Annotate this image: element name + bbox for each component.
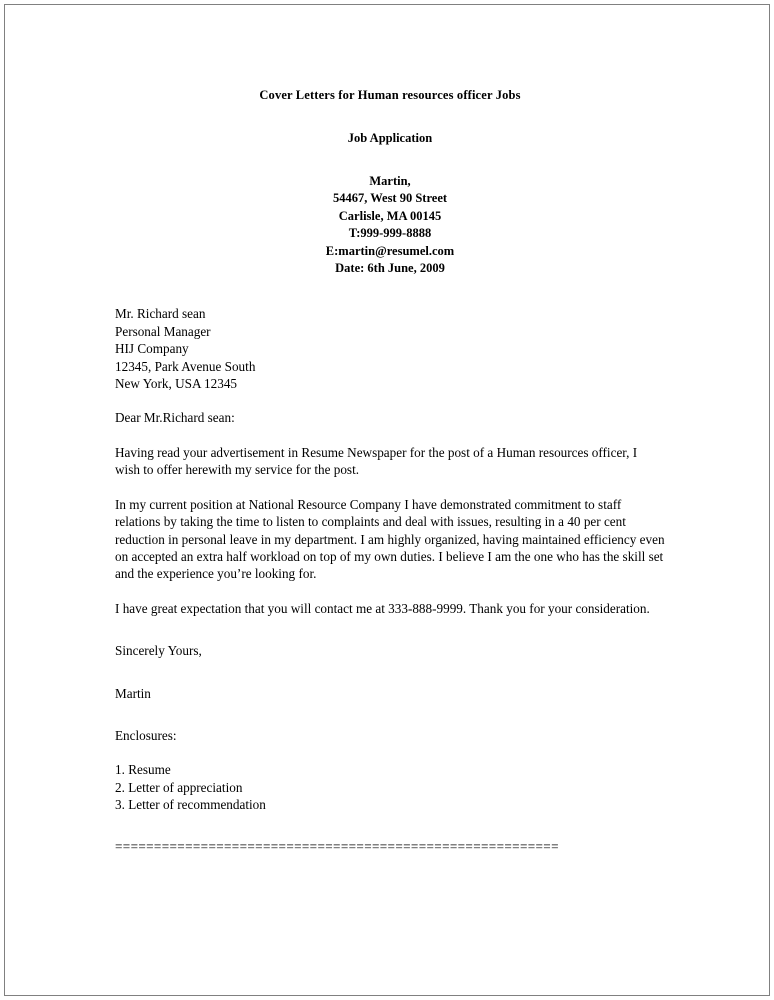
list-item: 3. Letter of recommendation — [115, 796, 266, 812]
sender-city-state-zip: Carlisle, MA 00145 — [338, 208, 442, 223]
recipient-address-block — [115, 305, 665, 392]
body-paragraph-3: I have great expectation that you will contact me at 333-888-9999. Thank you for your consideration. — [115, 600, 650, 616]
section-divider: ========================================================= — [115, 839, 559, 854]
sender-name: Martin, — [369, 174, 411, 188]
body-paragraph-1: Having read your advertisement in Resume Newspaper for the post of a Human resources officer, I wish to offer herewith my service for the post. — [115, 444, 638, 478]
enclosures-list — [115, 761, 665, 813]
salutation: Dear Mr.Richard sean: — [115, 410, 235, 426]
sender-phone: T:999-999-8888 — [348, 226, 432, 241]
list-item: 1. Resume — [115, 762, 171, 778]
recipient-company: HIJ Company — [115, 341, 189, 357]
letter-header — [115, 88, 665, 277]
letter-date: Date: 6th June, 2009 — [335, 261, 445, 276]
sender-address-block — [115, 173, 665, 277]
sender-email: E:martin@resumel.com — [325, 243, 455, 258]
document-subtitle: Job Application — [347, 131, 433, 145]
recipient-city-state-zip: New York, USA 12345 — [115, 376, 238, 392]
letter-body — [115, 305, 665, 854]
recipient-street: 12345, Park Avenue South — [115, 358, 256, 374]
sender-street: 54467, West 90 Street — [332, 191, 448, 206]
enclosures-label: Enclosures: — [115, 727, 177, 743]
signature-name: Martin — [115, 685, 151, 701]
closing-line: Sincerely Yours, — [115, 643, 202, 659]
page-title: Cover Letters for Human resources officer Jobs — [259, 88, 521, 102]
list-item: 2. Letter of appreciation — [115, 779, 243, 795]
recipient-name: Mr. Richard sean — [115, 306, 206, 322]
body-paragraph-2: In my current position at National Resource Company I have demonstrated commitment to staff relations by taking the time to listen to complaints and deal with issues, resulting in a 40 per cent reduction in personal leave in my department. I am highly organized, having maintained efficiency even on accepted an extra half workload on top of my own duties. I believe I am the one who has the skill set and the experience you’re looking for. — [115, 496, 665, 582]
recipient-job-title: Personal Manager — [115, 323, 211, 339]
